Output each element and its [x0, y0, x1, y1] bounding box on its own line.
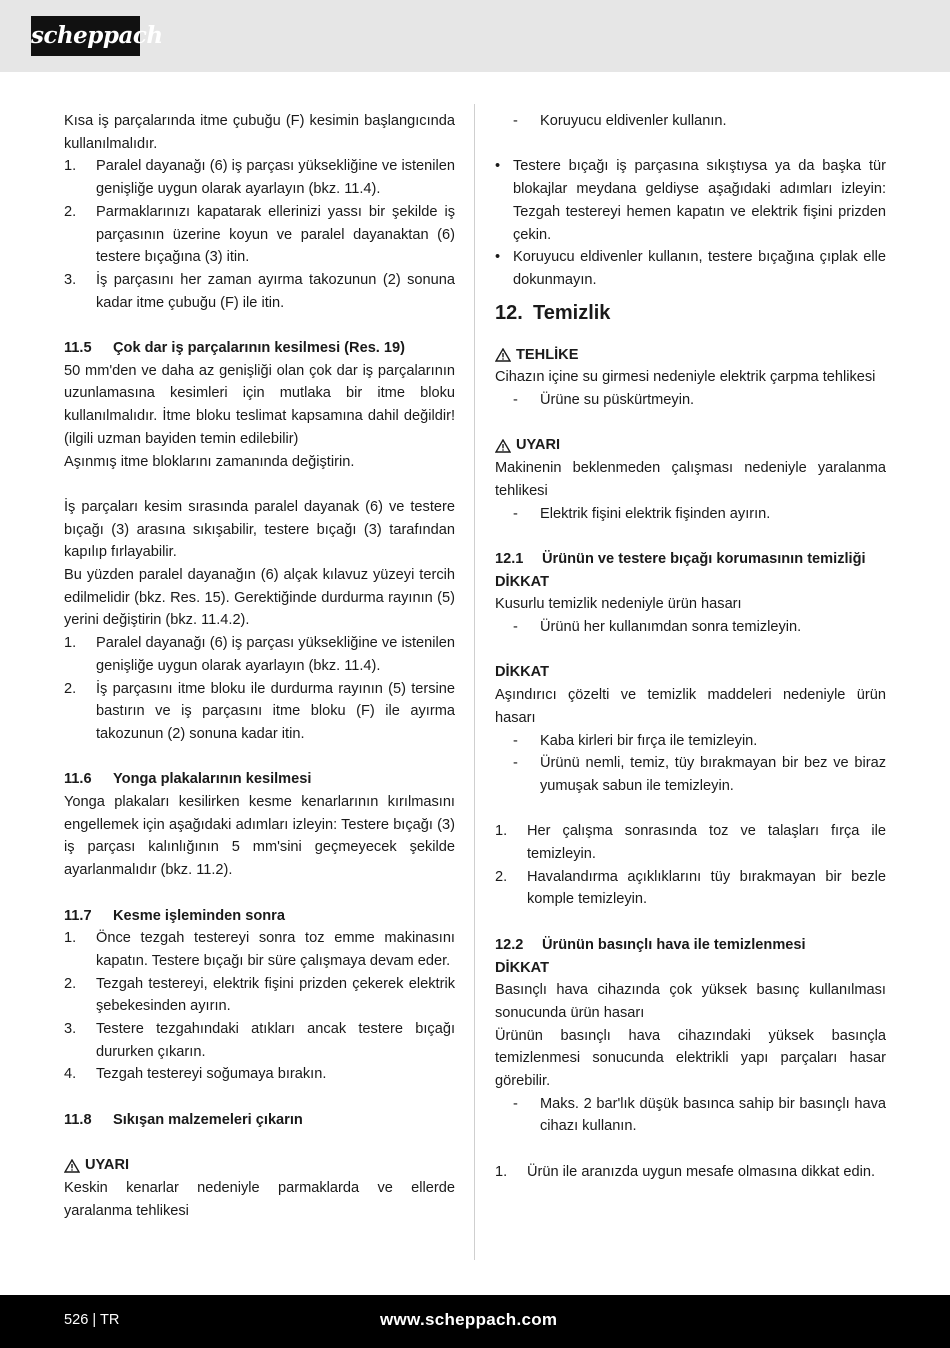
list-item: 1. Her çalışma sonrasında toz ve talaşları fırça ile temizleyin. [495, 823, 886, 863]
page-header [0, 0, 950, 72]
list-item: • Koruyucu eldivenler kullanın, testere bıçağına çıplak elle dokunmayın. [495, 249, 886, 288]
list-item: - Koruyucu eldivenler kullanın. [513, 113, 727, 129]
section-heading-12-2: 12.2 Ürünün basınçlı hava ile temizlenmesi [495, 936, 806, 953]
warning-triangle-icon [495, 439, 511, 453]
list-item: - Kaba kirleri bir fırça ile temizleyin. [513, 732, 758, 749]
list-item: • Testere bıçağı iş parçasına sıkıştıysa ya da başka tür blokajlar meydana geldiyse aşağıdaki adımları izleyin: Tezgah testereyi hemen kapatın ve elektrik fişini prizden çekin. [495, 158, 886, 243]
website-link[interactable]: www.scheppach.com [380, 1310, 558, 1329]
paragraph: 50 mm'den ve daha az genişliği olan çok dar iş parçalarının uzunlamasına kesimleri için mutlaka bir itme bloku kullanılmalıdır. İtme bloku teslimat kapsamına dahil değildir! (ilgili uzman bayiden temin edilebilir) [64, 362, 455, 447]
list-item: 3. Testere tezgahındaki atıkları ancak testere bıçağı dururken çıkarın. [64, 1021, 455, 1060]
list-item: 2. İş parçasını itme bloku ile durdurma rayının (5) tersine bastırın ve iş parçasını itme bloku (F) ile ayırma takozunun (2) sonuna kadar itin. [64, 680, 455, 742]
list-item: 2. Tezgah testereyi, elektrik fişini prizden çekerek elektrik şebekesinden ayırın. [64, 975, 455, 1015]
list-item: 1. Paralel dayanağı (6) iş parçası yüksekliğine ve istenilen genişliğe uygun olarak ayarlayın (bkz. 11.4). [64, 158, 455, 198]
intro-paragraph: Kısa iş parçalarında itme çubuğu (F) kesimin başlangıcında kullanılmalıdır. [64, 113, 455, 152]
paragraph: Basınçlı hava cihazında çok yüksek basınç kullanılması sonucunda ürün hasarı [495, 982, 886, 1021]
section-heading-11-5: 11.5 Çok dar iş parçalarının kesilmesi (Res. 19) [64, 340, 406, 357]
column-divider [474, 104, 475, 1260]
section-heading-11-8: 11.8 Sıkışan malzemeleri çıkarın [64, 1111, 303, 1128]
paragraph: Bu yüzden paralel dayanağın (6) alçak kılavuz yüzeyi tercih edilmelidir (bkz. Res. 15). Gerektiğinde durdurma rayının (5) yerini değiştirin (bkz. 11.4.2). [64, 567, 455, 629]
page-footer [0, 1295, 950, 1348]
section-heading-12-1: 12.1 Ürünün ve testere bıçağı korumasının temizliği [495, 550, 866, 567]
left-column [64, 110, 455, 1222]
page-number: 526 | TR [64, 1312, 120, 1328]
danger-label: TEHLİKE [495, 344, 886, 367]
warning-label: UYARI [64, 1154, 455, 1177]
list-item: 4. Tezgah testereyi soğumaya bırakın. [64, 1066, 327, 1083]
right-column [495, 110, 886, 1184]
list-item: - Ürünü nemli, temiz, tüy bırakmayan bir bez ve biraz yumuşak sabun ile temizleyin. [513, 755, 886, 794]
list-item: 1. Paralel dayanağı (6) iş parçası yüksekliğine ve istenilen genişliğe uygun olarak ayarlayın (bkz. 11.4). [64, 635, 455, 674]
section-heading-11-6: 11.6 Yonga plakalarının kesilmesi [64, 771, 312, 788]
paragraph: Cihazın içine su girmesi nedeniyle elektrik çarpma tehlikesi [495, 369, 876, 386]
caution-label: DİKKAT [495, 959, 550, 976]
list-item: 2. Havalandırma açıklıklarını tüy bırakmayan bir bezle komple temizleyin. [495, 868, 886, 908]
list-item: - Elektrik fişini elektrik fişinden ayırın. [513, 505, 771, 522]
paragraph: Kusurlu temizlik nedeniyle ürün hasarı [495, 596, 742, 613]
warning-triangle-icon [64, 1159, 80, 1173]
list-item: 3. İş parçasını her zaman ayırma takozunun (2) sonuna kadar itme çubuğu (F) ile itin. [64, 271, 455, 311]
list-item: - Ürüne su püskürtmeyin. [513, 392, 695, 409]
paragraph: İş parçaları kesim sırasında paralel dayanak (6) ve testere bıçağı (3) arasına sıkışabilir, testere bıçağı (3) tarafından kapılıp fırlayabilir. [64, 498, 455, 561]
list-item: 2. Parmaklarınızı kapatarak ellerinizi yassı bir şekilde iş parçasının üzerine koyun ve paralel dayanaktan (6) testere bıçağına (3) itin. [64, 203, 455, 266]
warning-triangle-icon [495, 348, 511, 362]
list-item: 1. Ürün ile aranızda uygun mesafe olmasına dikkat edin. [495, 1163, 876, 1180]
list-item: - Maks. 2 bar'lık düşük basınca sahip bir basınçlı hava cihazı kullanın. [513, 1095, 886, 1135]
caution-label: DİKKAT [495, 573, 550, 590]
paragraph: Makinenin beklenmeden çalışması nedeniyle yaralanma tehlikesi [495, 460, 886, 499]
paragraph: Aşındırıcı çözelti ve temizlik maddeleri nedeniyle ürün hasarı [495, 687, 886, 726]
paragraph: Aşınmış itme bloklarını zamanında değiştirin. [64, 453, 355, 470]
paragraph: Keskin kenarlar nedeniyle parmaklarda ve ellerde yaralanma tehlikesi [64, 1179, 455, 1219]
paragraph: Ürünün basınçlı hava cihazındaki yüksek basınçla temizlenmesi sonucunda elektrikli yapı parçaları hasar görebilir. [495, 1027, 886, 1090]
list-item: 1. Önce tezgah testereyi sonra toz emme makinasını kapatın. Testere bıçağı bir süre çalışmaya devam eder. [64, 930, 455, 969]
scheppach-logo: scheppach [31, 16, 140, 56]
caution-label: DİKKAT [495, 664, 550, 681]
warning-label: UYARI [495, 434, 886, 457]
section-heading-12: 12. Temizlik [495, 301, 611, 324]
list-item: - Ürünü her kullanımdan sonra temizleyin. [513, 619, 802, 636]
section-heading-11-7: 11.7 Kesme işleminden sonra [64, 907, 285, 924]
paragraph: Yonga plakaları kesilirken kesme kenarlarının kırılmasını engellemek için aşağıdaki adımları izleyin: Testere bıçağı (3) iş parçası kalınlığının 5 mm'sini geçmeyecek şekilde ayarlanmalıdır (bkz. 11.2). [64, 794, 455, 879]
